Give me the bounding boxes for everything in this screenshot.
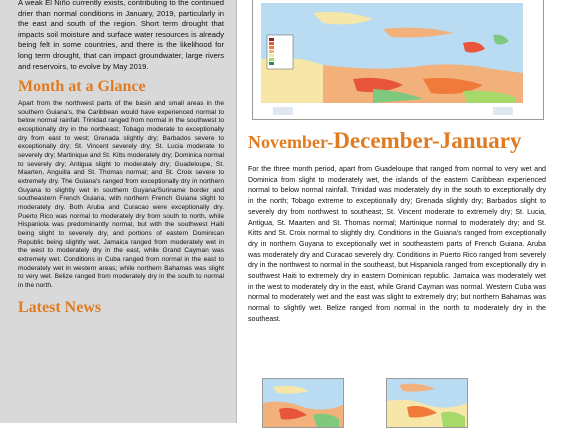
map-thumbnail-right: [386, 378, 468, 428]
month-at-a-glance-text: Apart from the northwest parts of the basin and small areas in the southern Guiana's, the Caribbean would have experienced normal to below normal rainfall. Trinidad ranged from normal in the southwest to exceptionally dry in the northeast; Tobago moderate to exceptionally dry from east to west; Grenada slightly dry; Barbados severe to exceptionally dry; St. Vincent severely dry; St. Lucia moderate to severely dry; Martinique and St. Kitts moderately dry; Dominica normal to severely dry; Antigua slight to moderately dry; Guadeloupe, St. Maarten, Anguilla and St. Thomas normal; and St. Croix severe to extremely dry. The Guiana's ranged from exceptionally dry in northern Guyana to slightly wet in southern Guyana/Suriname border and southeastern French Guiana, with northern French Guiana slight to moderately dry. Both Aruba and Curacao were exceptionally dry. Puerto Rico was normal to moderately dry from south to north, while Hispaniola was predominantly normal, but with the southwest Haiti being slight to severely dry, and portions of eastern Dominican Republic being slightly wet. Jamaica ranged from moderately wet in the west to moderately dry in the east, while Grand Cayman was extremely wet. Conditions in Cuba ranged from normal in the east to moderately wet in western areas; while northern Bahamas was slight to very wet. Belize ranged from moderately dry in the south to normal in the north.: [18, 100, 224, 289]
caribbean-rainfall-map: [253, 0, 543, 119]
title-rest: December-January: [333, 128, 522, 153]
ndj-body-text: For the three month period, apart from Guadeloupe that ranged from normal to very wet and Dominica from slight to moderately wet, the islands of the eastern Caribbean experienced normal to below normal rainfall. Trinidad was moderately dry in the south to exceptionally dry in the north; Tobago extreme to exceptionally dry; Grenada slightly dry; Barbados slight to severely dry from northwest to southeast; St. Vincent moderate to extremely dry; St. Lucia, Antigua, St. Maarten and St. Thomas normal; Martinique normal to moderately dry; and St. Kitts and St. Croix normal to slightly dry. Conditions in the Guiana's ranged from exceptionally dry in northern Guyana to exceptionally wet in southeastern parts of French Guiana. Aruba was moderately dry and Curacao severely dry. Conditions in Puerto Rico ranged from severely dry in the northwest to normal in the southeast, but Hispaniola ranged from exceptionally dry in southwest Haiti to extremely dry in eastern Dominican republic. Jamaica was moderately wet in the west to moderately dry in the east, while Grand Cayman was normal. Western Cuba was normal to moderately wet and the east was slight to extremely dry; but northern Bahamas was normal to slightly wet. Belize ranged from normal in the north to moderately dry in the southeast.: [248, 165, 546, 323]
latest-news-heading: Latest News: [18, 298, 102, 316]
spi-map-figure: [252, 0, 544, 120]
page-title: [248, 128, 522, 154]
title-prefix: November-: [248, 132, 334, 152]
sidebar: [0, 0, 237, 423]
sidebar-intro-text: A weak El Niño currently exists, contributing to the continued drier than normal conditions in January, 2019, particularly in the east and south of the region. Short term drought that impacts soil moisture and surface water resources is already being felt in some countries, and there is the likelihood for long term drought, that can impact groundwater, large rivers and reservoirs, to evolve by May 2019.: [18, 0, 224, 71]
month-at-a-glance-heading: Month at a Glance: [18, 78, 146, 96]
map-thumbnail-left: [262, 378, 344, 428]
